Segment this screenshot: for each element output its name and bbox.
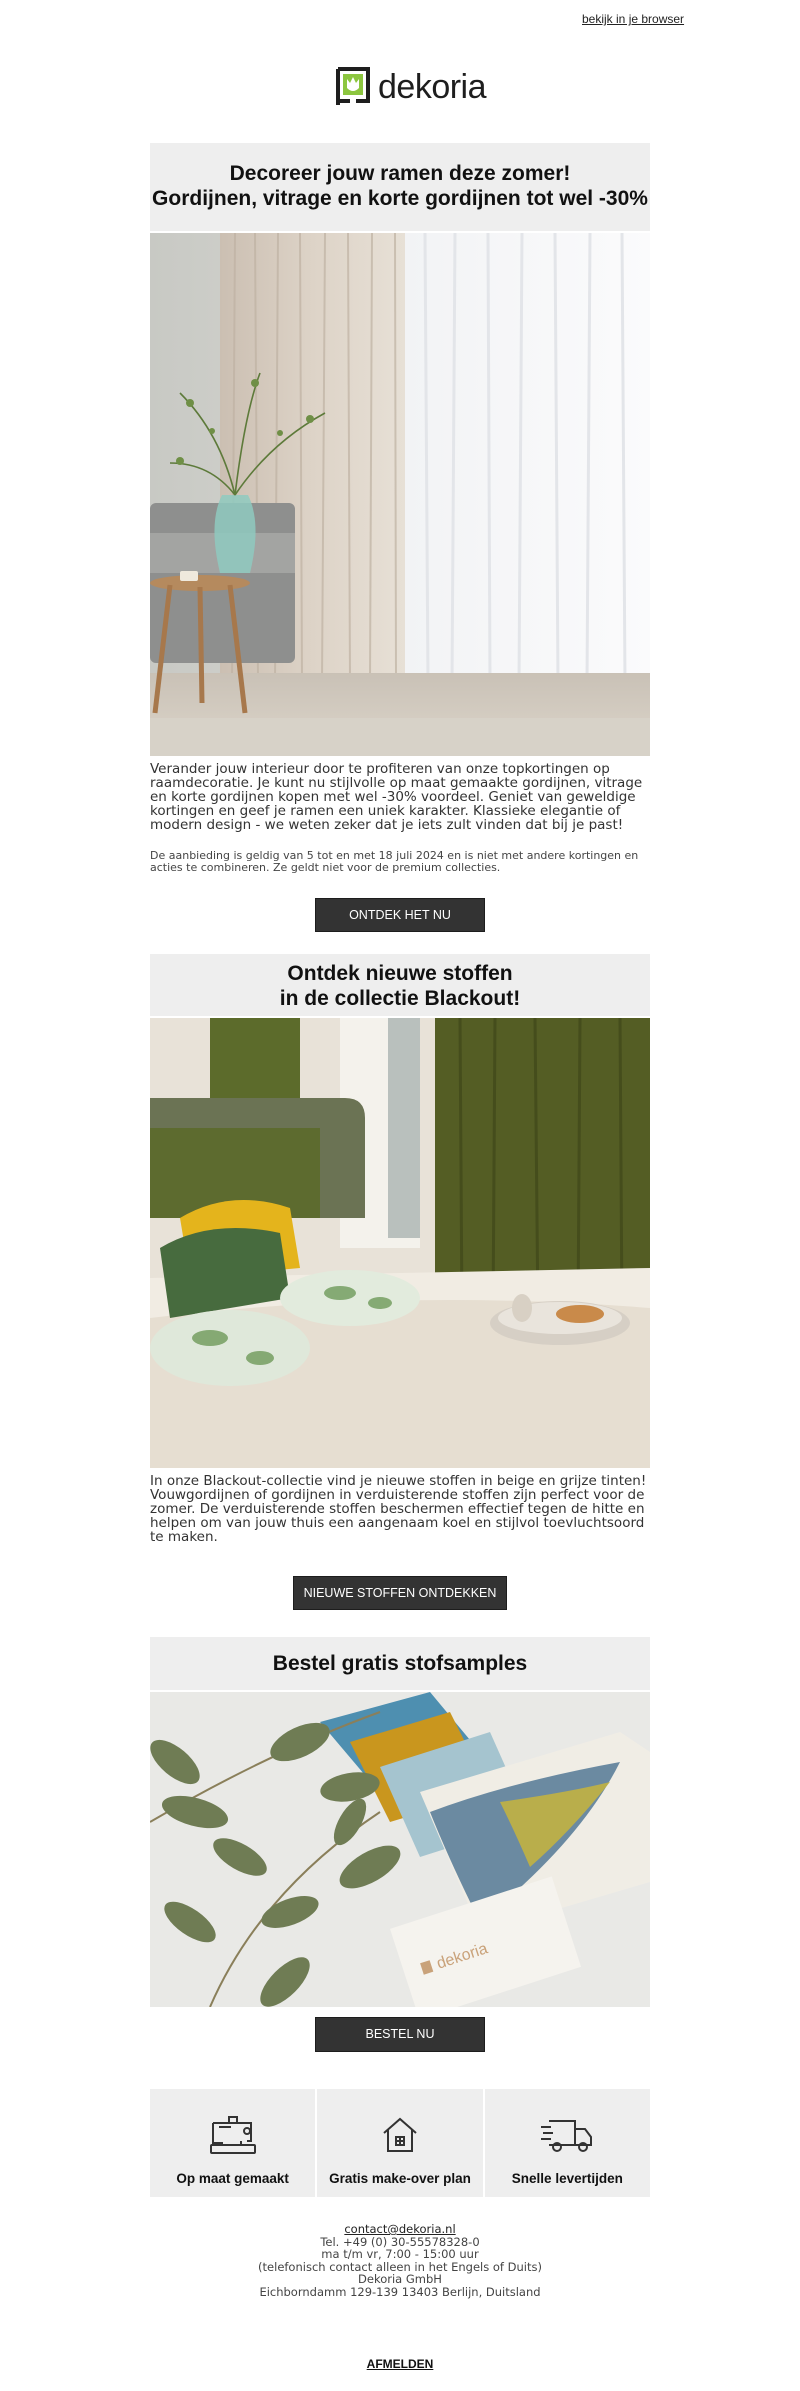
contact-hours: ma t/m vr, 7:00 - 15:00 uur [321,2247,479,2261]
section1-banner [150,143,650,231]
section3-title: Bestel gratis stofsamples [272,1652,528,1675]
unsubscribe-link[interactable]: AFMELDEN [366,2357,434,2371]
section2-title-line1: Ontdek nieuwe stoffen [287,962,513,985]
fabric-samples-photo[interactable] [150,1692,650,2007]
sewing-machine-icon [207,2113,259,2157]
contact-block [150,2223,650,2298]
sample-card-brand: dekoria [434,1940,490,1973]
section3-banner [150,1637,650,1690]
features-bar [150,2089,650,2197]
delivery-truck-icon [539,2113,595,2157]
section1-offer-note: De aanbieding is geldig van 5 tot en met 18 juli 2024 en is niet met andere kortingen en acties te combineren. Ze geldt niet voor de premium collecties. [150,849,639,874]
company-address: Eichborndamm 129-139 13403 Berlijn, Duitsland [259,2284,541,2299]
section1-title-line2: Gordijnen, vitrage en korte gordijnen tot wel -30% [152,187,648,210]
curtains-photo[interactable] [150,233,650,756]
brand-logo[interactable] [334,64,486,110]
brand-name: dekoria [378,67,487,106]
discover-now-button[interactable]: ONTDEK HET NU [315,898,485,932]
feature-free-makeover [317,2089,482,2197]
contact-phone: Tel. +49 (0) 30-55578328-0 [320,2234,480,2249]
section2-banner [150,954,650,1016]
section2-body-text: In onze Blackout-collectie vind je nieuwe stoffen in beige en grijze tinten! Vouwgordijnen of gordijnen in verduisterende stoffen zijn perfect voor de zomer. De verduisterende stoffen beschermen effectief tegen de hitte en helpen om van jouw thuis een aangenaam koel en stijlvol toevluchtsoord te maken. [150,1473,647,1545]
section1-title-line1: Decoreer jouw ramen deze zomer! [229,162,571,185]
feature-label: Snelle levertijden [511,2171,623,2186]
feature-label: Op maat gemaakt [176,2171,289,2186]
order-now-button[interactable]: BESTEL NU [315,2017,485,2052]
feature-fast-delivery [485,2089,650,2197]
feature-made-to-measure [150,2089,315,2197]
section1-body-text: Verander jouw interieur door te profiteren van onze topkortingen op raamdecoratie. Je kunt nu stijlvolle op maat gemaakte gordijnen, vitrage en korte gordijnen kopen met wel -30% voordeel. Geniet van geweldige kortingen en geef je ramen een uniek karakter. Klassieke elegantie of modern design - we weten zeker dat je iets zult vinden dat bij je past! [150,761,643,833]
section2-title-line2: in de collectie Blackout! [279,987,521,1010]
contact-email-link[interactable]: contact@dekoria.nl [344,2222,456,2236]
view-in-browser-link[interactable]: bekijk in je browser [582,12,685,26]
feature-label: Gratis make-over plan [329,2171,471,2186]
dekoria-logo-icon [334,65,372,109]
bedroom-photo[interactable] [150,1018,650,1468]
company-name: Dekoria GmbH [358,2272,442,2286]
discover-new-fabrics-button[interactable]: NIEUWE STOFFEN ONTDEKKEN [293,1576,507,1610]
contact-language-note: (telefonisch contact alleen in het Engels of Duits) [258,2259,542,2274]
house-icon [380,2113,420,2157]
